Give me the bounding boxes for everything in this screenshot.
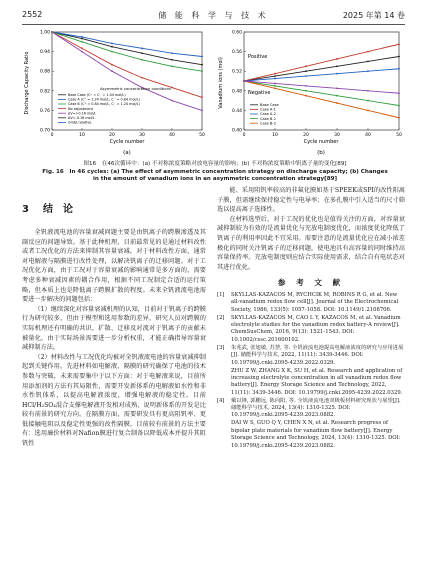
panel-b-y-tick-label: 0.60	[231, 30, 242, 36]
panel-a-x-tick-label: 40	[169, 133, 175, 138]
panel-a-series-line	[52, 32, 202, 71]
panel-b-data-point	[398, 56, 400, 58]
panel-b-legend-label: Base Case	[260, 103, 279, 107]
panel-a-legend-label: Case B (C⁺ = 0.84 mol/L, C⁻ = 1.24 mol/L)	[68, 102, 140, 107]
panel-a-legend-label: GridΔ relative	[68, 120, 92, 125]
panel-a-x-tick-label: 50	[199, 133, 205, 138]
reference-item	[217, 292, 405, 314]
panel-a-data-point	[201, 96, 203, 98]
section-heading	[22, 200, 73, 215]
panel-a-ticks	[40, 30, 205, 139]
panel-a-y-tick-label: 0.70	[39, 128, 50, 134]
panel-a-legend-label: Case A (C⁺ = 1.24 mol/L, C⁻ = 0.84 mol/L)	[68, 97, 140, 102]
panel-a-legend-title: Asymmetric concentration conditions	[100, 86, 171, 91]
panel-b-y-tick-label: 0.52	[231, 69, 242, 75]
panel-b-x-tick-label: 30	[334, 133, 340, 138]
panel-a-x-tick-label: 10	[79, 133, 85, 138]
panel-b-data-point	[367, 90, 369, 92]
panel-a-ylabel: Discharge Capacity Ratio	[24, 51, 30, 115]
panel-b-data-point	[336, 102, 338, 104]
panel-a-legend	[58, 93, 141, 125]
panel-a-x-tick-label: 30	[139, 133, 145, 138]
section-title: 结 论	[42, 204, 73, 215]
panel-b-data-point	[398, 68, 400, 70]
panel-b-data-point	[398, 43, 400, 45]
panel-b-data-point	[274, 87, 276, 89]
panel-a-y-tick-label: 0.82	[39, 89, 50, 95]
panel-b-data-point	[305, 90, 307, 92]
panel-b-data-point	[305, 70, 307, 72]
panel-a-data-point	[81, 38, 83, 40]
reference-item	[217, 398, 405, 420]
panel-b-data-point	[274, 83, 276, 85]
reference-text: ZHU Z W, ZHANG X K, SU H, et al. Research and application of increasing electrolyte concentration in all vanadium redox flow battery[J]. Energy Storage Science and Technology, 2022, 11(11): 3439-3446. DOI: 10.19799/j.cnki.2095-4239.2022.0329.	[231, 367, 403, 396]
caption-en-line2: in the amount of vanadium ions in an asymmetric concentration strategy[89]	[92, 176, 338, 183]
panel-b-legend-label: Case B-1	[260, 116, 276, 121]
panel-b-data-point	[336, 58, 338, 60]
panel-a-y-tick-label: 0.88	[39, 69, 50, 75]
panel-b-x-tick-label: 40	[365, 133, 371, 138]
paragraph: 能、采用阻钒率较高的非氟化膜如基于SPEEK或SPI的改性阳离子膜，但需继续保持稳定性与电导率；在多孔膜中引入适当的尺寸筛选以提高离子选择性。	[217, 187, 405, 214]
panel-a	[24, 30, 205, 157]
panel-a-y-tick-label: 1.00	[39, 30, 50, 36]
left-column	[22, 228, 206, 449]
paragraph: 在材料选型后，对于工况的优化也是值得关注的方面，对容量衰减抑制较为有效的是流量优化与充放电制度优化，而浓度优化降低了钒离子的利用率因此不宜采用。需要注意的是流量优化应在减小浓差极化的同时关注钒离子的迁移问题，使电池具有高容量的同时维持高容量保持率。充放电制度则应结合实际使用需求，结合自有电状态对其进行优化。	[217, 215, 405, 271]
panel-b-legend	[250, 103, 279, 125]
panel-b-data-point	[336, 65, 338, 67]
references-heading: 参 考 文 献	[277, 278, 345, 288]
panel-b-data-point	[305, 95, 307, 97]
panel-a-data-point	[171, 52, 173, 54]
panel-b	[218, 30, 402, 157]
panel-b-x-tick-label: 10	[272, 133, 278, 138]
panel-a-data-point	[81, 51, 83, 53]
panel-a-data-point	[111, 64, 113, 66]
panel-a-data-point	[111, 51, 113, 53]
panel-a-data-point	[201, 64, 203, 66]
figure-caption	[20, 161, 410, 184]
panel-a-legend-label: ΔV=+0.16 mol/L	[68, 111, 97, 116]
panel-b-ylabel: Vanadium ions (mol)	[218, 57, 224, 109]
panel-a-data-point	[141, 59, 143, 61]
panel-a-data-point	[141, 77, 143, 79]
panel-a-label: (a)	[123, 150, 131, 156]
panel-a-data-point	[141, 47, 143, 49]
panel-b-series-line	[244, 44, 399, 81]
panel-b-legend-label: Case B-2	[260, 121, 276, 126]
caption-zh: 图16 在46次循环中：(a) 不对称浓度策略对放电容量的影响；(b) 不对称浓度策略中钒离子量的变化[89]	[83, 161, 347, 167]
panel-b-legend-label: Case A-2	[260, 112, 276, 117]
panel-b-series-line	[244, 57, 399, 82]
panel-a-data-point	[171, 87, 173, 89]
panel-b-data-point	[367, 100, 369, 102]
panel-a-data-point	[111, 43, 113, 45]
reference-text: 朱兆武, 张旭敏, 苏慧, 等. 全钒液流电池提高电解液浓度的研究与应用进展[J]. 储能科学与技术, 2022, 11(11): 3439-3446. DOI: 10.19799/j.cnki.2095-4239.2022.0329.	[231, 344, 404, 366]
panel-b-series-line	[244, 69, 399, 81]
panel-b-xlabel: Cycle number	[303, 139, 339, 145]
reference-text: SKYLLAS-KAZACOS M, RYCHCIK M, ROBINS R G, et al. New all-vanadium redox flow cell[J]. Journal of the Electrochemical Society, 1986, 133(5): 1057-1058. DOI: 10.1149/1.2108706.	[231, 291, 399, 313]
panel-b-legend-label: Case A-1	[260, 107, 276, 112]
panel-b-data-point	[367, 51, 369, 53]
panel-b-y-tick-label: 0.48	[231, 89, 242, 95]
panel-a-series-line	[52, 32, 202, 65]
panel-b-data-point	[367, 110, 369, 112]
panel-a-x-tick-label: 0	[50, 133, 54, 138]
reference-list	[217, 292, 405, 450]
panel-a-data-point	[171, 59, 173, 61]
reference-text: DAI W S, GUO Q Y, CHEN X N, et al. Research progress of bipolar plate materials for vanadium flow battery[J]. Energy Storage Science and Technology, 2024, 13(4): 1310-1325. DOI: 10.19799/j.cnki.2095-4239.2023.0882.	[231, 420, 401, 449]
panel-b-data-point	[336, 95, 338, 97]
reference-item	[217, 345, 405, 367]
panel-b-data-point	[336, 73, 338, 75]
figure-16	[22, 28, 406, 159]
reference-number: [2]	[217, 314, 225, 321]
reference-item	[217, 420, 405, 450]
reference-item	[217, 315, 405, 345]
annotation-negative: Negative	[248, 90, 271, 96]
right-column	[217, 186, 405, 450]
panel-b-x-tick-label: 20	[303, 133, 309, 138]
panel-b-data-point	[274, 73, 276, 75]
panel-a-y-tick-label: 0.94	[39, 50, 50, 56]
panel-a-xlabel: Cycle number	[109, 139, 145, 145]
panel-b-data-point	[274, 75, 276, 77]
panel-b-data-point	[305, 65, 307, 67]
panel-a-y-tick-label: 0.76	[39, 108, 50, 114]
panel-b-data-point	[398, 105, 400, 107]
panel-a-data-point	[201, 56, 203, 58]
panel-a-data-point	[201, 70, 203, 72]
reference-text: SKYLLAS-KAZACOS M, CAO L Y, KAZACOS M, et al. Vanadium electrolyte studies for the vanadium redox battery-A review[J]. ChemSusChem, 2016, 9(13): 1521-1543. DOI: 10.1002/cssc.201600102.	[231, 314, 401, 343]
panel-a-data-point	[81, 36, 83, 38]
panel-b-data-point	[398, 92, 400, 94]
panel-b-x-tick-label: 0	[242, 133, 246, 138]
journal-name: 储 能 科 学 与 技 术	[158, 11, 269, 20]
panel-b-data-point	[305, 85, 307, 87]
panel-b-data-point	[274, 78, 276, 80]
panel-a-data-point	[171, 65, 173, 67]
panel-b-data-point	[367, 61, 369, 63]
caption-en-line1: Fig. 16 In 46 cycles: (a) The effect of asymmetric concentration strategy on discharge capacity; (b) Changes	[42, 168, 388, 175]
panel-a-data-point	[111, 70, 113, 72]
panel-a-legend-label: ΔV=-0.16 mol/L	[68, 116, 95, 120]
panel-b-x-tick-label: 50	[396, 133, 402, 138]
panel-b-data-point	[243, 80, 245, 82]
page-number: 2552	[22, 10, 43, 19]
reference-number: [1]	[217, 291, 225, 298]
panel-b-y-tick-label: 0.40	[231, 128, 242, 134]
panel-b-y-tick-label: 0.44	[231, 108, 242, 114]
panel-a-data-point	[81, 47, 83, 49]
panel-a-x-tick-label: 20	[109, 133, 115, 138]
paragraph: （2）材料改性与工况优化均被对全钒液流电池的容量衰减抑制起到关键作用。先进材料如电解液、隔膜的研究确保了电池的技术参数与突破，未来需要集中于以下方面：对于电解液来说，目前所用添加剂的方法有其局限性，需要开发新体系的电解液如水性和非水性钒体系，以提高电解液浓度，增强电解液的稳定性。目前HCl/H₂SO₄混合支撑电解液开发相对成熟，说明新体系的开发是比较有前景的研究方向。在隔膜方面，需要研发具有更高阻钒率、更低接触电阻以及稳定性更强的改性隔膜，目前较有前景的方法主要有：选用廉价材料对Nafion膜进行复合制备以降低成本并提升其阻钒性	[22, 353, 206, 448]
panel-b-data-point	[336, 87, 338, 89]
issue-label: 2025 年第 14 卷	[342, 11, 405, 20]
header-rule	[22, 24, 405, 25]
reference-text: 戴以锋, 郭鹏远, 陈向阳, 等. 全钒液流电池双极板材料研究现状与展望[J]. 储能科学与技术, 2024, 13(4): 1310-1325. DOI: 10.19799/j.cnki.2095-4239.2023.0882.	[231, 397, 401, 419]
panel-b-data-point	[398, 117, 400, 119]
panel-b-data-point	[274, 85, 276, 87]
panel-b-data-point	[367, 70, 369, 72]
panel-a-data-point	[81, 41, 83, 43]
section-number: 3	[22, 204, 29, 215]
reference-number: [3]	[217, 344, 225, 351]
panel-a-data-point	[171, 100, 173, 102]
reference-item	[217, 368, 405, 398]
paragraph: （1）继续深化对容量衰减机理的认知，目前对于钒离子的跨膜行为研究较多，但由于模型和选用参数的差异，研究人员对跨膜的实际机理还有明确的共识，扩散、迁移及对流对于钒离子的贡献未被量化，由于实际场景需要进一步分析权重，才能正确指导容量衰减抑制方法。	[22, 305, 206, 352]
page-header	[22, 10, 405, 24]
panel-a-data-point	[141, 52, 143, 54]
panel-a-legend-label: No adjustment	[68, 106, 93, 111]
reference-number: [4]	[217, 397, 225, 404]
annotation-positive: Positive	[248, 54, 268, 60]
panel-b-data-point	[305, 75, 307, 77]
panel-a-data-point	[51, 31, 53, 33]
panel-a-data-point	[201, 110, 203, 112]
paragraph: 全钒液流电池的容量衰减问题主要是由钒离子的跨膜渗透及其副反应的问题导致。基于此种机理，目前最常见的是通过材料改性或者工况优化的方法来抑制其容量衰减。对于材料改性方面，通常对电解液与隔膜进行改性处理，以解决钒离子的迁移问题。对于工况优化方面，由于工况对于容量衰减的影响通常是多方面的，需要考虑多种衰减因素的耦合作用，根据不同工况制定合适的运行策略，但本质上也是降低离子跨膜扩散的程度。未来全钒液流电池需要进一步解决的问题包括：	[22, 229, 206, 304]
panel-a-data-point	[111, 46, 113, 48]
panel-a-legend-label: Base Case (C⁺ = C⁻ = 1.04 mol/L)	[68, 93, 126, 97]
panel-b-y-tick-label: 0.56	[231, 50, 242, 56]
panel-b-label: (b)	[317, 150, 325, 156]
